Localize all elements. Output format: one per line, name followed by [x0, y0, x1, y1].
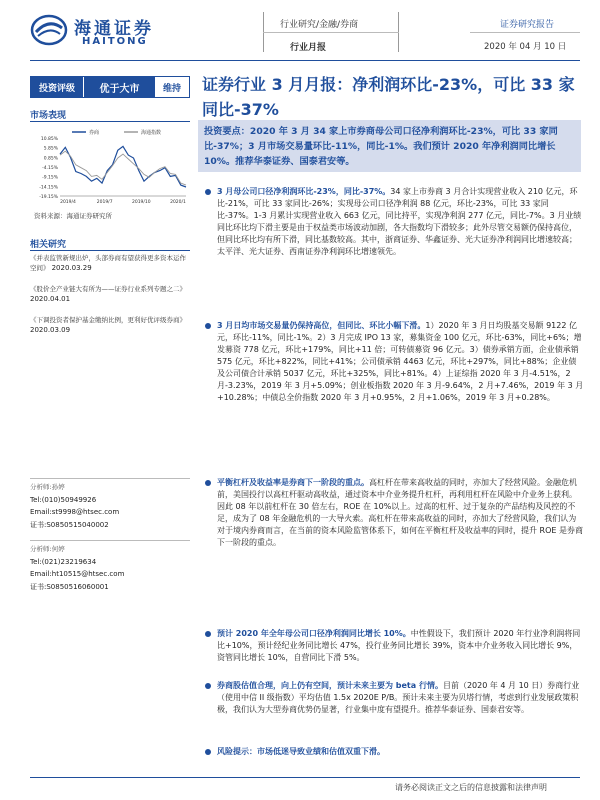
related-research-title: 《并表监管新规出炉，头部券商有望获得更多资本运作空间》	[30, 254, 186, 272]
market-performance-title: 市场表现	[30, 111, 67, 121]
bullet-text: 中性假设下，我们预计 2020 年行业净利润将同比+10%，预计经纪业务同比增长 47%，投行业务同比增长 39%，资本中介业务收入同比增长 9%，资管同比增长 10%，自营同比下滑 5%。	[217, 629, 581, 662]
chart-series-line-index	[60, 151, 186, 185]
bullet-lead: 券商股估值合理，向上仍有空间，预计未来主要为 beta 行情。	[217, 681, 443, 690]
analyst-name: 分析师:孙婷	[30, 483, 65, 491]
analyst-tel: Tel:(021)23219634	[30, 557, 97, 566]
chart-x-tick-label: 2019/7	[96, 200, 113, 205]
bullet-icon	[205, 631, 211, 637]
analyst-card	[30, 543, 195, 593]
chart-y-tick-label: 0.85%	[43, 156, 58, 162]
bullet-lead: 3 月日均市场交易量仍保持高位，但同比、环比小幅下滑。	[217, 321, 426, 330]
report-category: 行业研究/金融/券商	[280, 20, 359, 30]
report-header	[0, 0, 600, 60]
chart-y-tick-label: -19.15%	[39, 195, 58, 200]
analyst-rule	[30, 540, 190, 541]
investment-highlights: 投资要点：2020 年 3 月 34 家上市券商母公司口径净利润环比-23%，可比 33 家同比-37%；3 月市场交易量环比-11%，同比-1%。我们预计 2020 年净利润同比增长 10%。推荐华泰证券、国泰君安等。	[198, 120, 581, 172]
bullet-paragraph	[204, 186, 584, 258]
bullet-text: 1）2020 年 3 月日均股基交易额 9122 亿元，环比-11%，同比-1%。2）3 月完成 IPO 13 家，募集资金 100 亿元，环比-63%，同比+6%；增发募资 778 亿元，环比+179%，同比+11 倍；可转债募资 96 亿元。3）债券承销方面，企业债承销 575 亿元，环比+822%，同比+41%；公司债承销 4463 亿元，环比+297%，同比+88%；企业债及公司债合计承销 5037 亿元，环比+325%，同比+81%。4）上证综指 2020 年 3 月-4.51%，2 月-3.23%，2019 年 3 月+5.09%；创业板指数 2020 年 3 月-9.64%，2 月+7.46%，2019 年 3 月+10.28%；中债总全价指数 2020 年 3 月+0.95%，2 月+1.06%，2019 年 3 月+0.28%。	[217, 321, 584, 402]
bullet-paragraph	[204, 320, 584, 404]
bullet-text: 34 家上市券商 3 月合计实现营业收入 210 亿元，环比-21%，可比 33 家同比-26%；实现母公司口径净利润 88 亿元，环比-23%，可比 33 家同比-37%。1-3 月累计实现营业收入 663 亿元，同比持平，实现净利润 277 亿元，同比-7%。3 月业绩同比环比均下滑主要是由于权益类市场波动加剧，各大指数均下滑较多；此外尽管交易额仍保持高位，但同比环比均有所下滑，同比基数较高。其中，浙商证券、华鑫证券、光大证券净利润同比增速较高；太平洋、光大证券、西南证券净利润环比增速领先。	[217, 187, 582, 256]
bullet-icon	[205, 323, 211, 329]
bullet-text: 目前（2020 年 4 月 10 日）券商行业（使用中信 II 级指数）平均估值 1.5x 2020E P/B。预计未来主要为贝塔行情，考虑到行业发展政策积极，我们认为大型券商优势仍显著，行业集中度有望提升。推荐华泰证券、国泰君安等。	[217, 681, 580, 714]
rating-status: 维持	[155, 77, 189, 97]
chart-x-tick-label: 2019/10	[131, 200, 151, 205]
chart-x-tick-label: 2020/1	[170, 200, 186, 205]
analyst-name: 分析师:何婷	[30, 545, 65, 553]
related-research-date: 2020.03.09	[30, 326, 71, 334]
rating-value: 优于大市	[83, 77, 155, 97]
related-research-title: 《下调投资者保护基金缴纳比例，更利好优评级券商》	[30, 316, 186, 324]
analyst-cert: 证书:S0850516060001	[30, 582, 109, 591]
bullet-paragraph	[204, 746, 584, 758]
footer-rule	[30, 777, 580, 778]
section-rule	[30, 121, 190, 122]
header-divider	[470, 32, 580, 33]
report-type: 行业月报	[290, 43, 327, 53]
analyst-email[interactable]: Email:ht10515@htsec.com	[30, 570, 125, 578]
logo-english-name: HAITONG	[82, 36, 148, 47]
bullet-paragraph	[204, 628, 584, 664]
bullet-icon	[205, 683, 211, 689]
report-date: 2020 年 04 月 10 日	[484, 42, 567, 52]
bullet-lead: 3 月母公司口径净利润环比-23%，同比-37%。	[217, 187, 391, 196]
chart-y-tick-label: 5.85%	[43, 146, 58, 152]
chart-x-tick-label: 2019/4	[60, 200, 76, 205]
analyst-rule	[30, 478, 190, 479]
related-research-item[interactable]	[30, 315, 192, 335]
chart-y-tick-label: 10.85%	[40, 137, 58, 142]
rating-label: 投资评级	[31, 77, 83, 97]
chart-legend-label: 券商	[89, 130, 100, 136]
report-title: 证券行业 3 月月报：净利润环比-23%，可比 33 家同比-37%	[202, 75, 575, 119]
related-research-date: 2020.03.29	[51, 264, 92, 272]
market-performance-chart	[30, 128, 190, 208]
header-bottom-rule	[30, 60, 580, 61]
bullet-icon	[205, 480, 211, 486]
bullet-lead: 风险提示：市场低迷导致业绩和估值双重下滑。	[217, 747, 385, 756]
chart-y-tick-label: -9.15%	[42, 175, 58, 181]
bullet-paragraph	[204, 680, 584, 716]
chart-source: 资料来源：海通证券研究所	[34, 212, 112, 220]
related-research-item[interactable]	[30, 253, 192, 273]
chart-y-tick-label: -14.15%	[39, 185, 58, 191]
bullet-icon	[205, 189, 211, 195]
related-research-date: 2020.04.01	[30, 295, 71, 303]
bullet-icon	[205, 749, 211, 755]
bullet-text: 高杠杆在带来高收益的同时，亦加大了经营风险。金融危机前，美国投行以高杠杆驱动高收益，通过资本中介业务提升杠杆，再利用杠杆在风险中介业务上获利。因此 08 年以前杠杆在 30 倍左右，ROE 在 10%以上。过高的杠杆、过于复杂的产品结构及风控的不足，成为了 08 年金融危机的一大导火索。高杠杆在带来高收益的同时，亦加大了经营风险，我们认为对于境内券商而言，在当前的资本风险监管体系下，如何在平衡杠杆及收益率的同时，提升 ROE 是券商下一阶段的重点。	[217, 478, 583, 547]
chart-y-tick-label: -4.15%	[42, 166, 58, 171]
analyst-cert: 证书:S0850515040002	[30, 520, 109, 529]
section-rule	[30, 250, 190, 251]
related-research-item[interactable]	[30, 284, 192, 304]
disclaimer-note: 请务必阅读正文之后的信息披露和法律声明	[395, 783, 547, 792]
bullet-lead: 平衡杠杆及收益率是券商下一阶段的重点。	[217, 478, 369, 487]
bullet-lead: 预计 2020 年全年母公司口径净利润同比增长 10%。	[217, 629, 411, 638]
report-label: 证券研究报告	[500, 20, 555, 30]
bullet-paragraph	[204, 477, 584, 549]
analyst-email[interactable]: Email:st9998@htsec.com	[30, 508, 120, 516]
related-research-title: 《股价全产业链大有所为——证券行业系列专题之二》	[30, 285, 186, 293]
haitong-logo-icon	[30, 14, 68, 46]
related-research-title: 相关研究	[30, 240, 67, 250]
header-divider	[263, 32, 399, 33]
logo-chinese-name: 海通证券	[74, 19, 154, 39]
investment-rating	[30, 76, 190, 98]
analyst-tel: Tel:(010)50949926	[30, 495, 97, 504]
analyst-card	[30, 481, 195, 531]
chart-legend-label: 海通指数	[141, 130, 162, 136]
